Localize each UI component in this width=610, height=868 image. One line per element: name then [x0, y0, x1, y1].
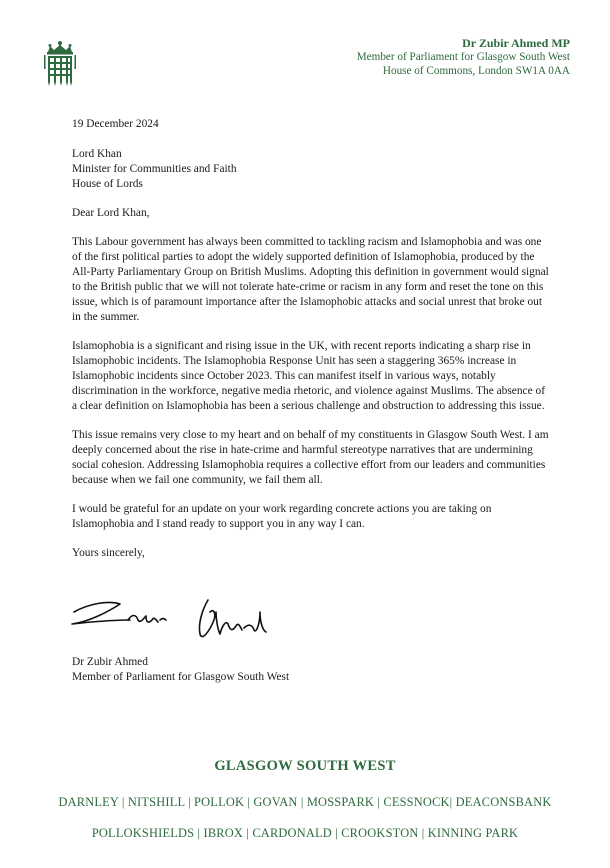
portcullis-icon — [42, 40, 78, 88]
paragraph-2: Islamophobia is a significant and rising issue in the UK, with recent reports indicating a sharp rise in Islamophobic incidents. The Islamophobia Response Unit has seen a staggering 365% increase in Islamophobic incidents since October 2023. This can manifest itself in various ways, notably discrimination in the workforce, negative media rhetoric, and violence against Muslims. The absence of a clear definition on Islamophobia has been a serious challenge and obstruction to addressing this issue. — [72, 340, 545, 412]
signoff-block — [72, 655, 289, 685]
sender-role: Member of Parliament for Glasgow South West — [356, 51, 570, 63]
footer-constituency: GLASGOW SOUTH WEST — [214, 758, 396, 774]
letter-body — [72, 117, 552, 561]
paragraph-4: I would be grateful for an update on your work regarding concrete actions you are taking on Islamophobia and I stand ready to support you in any way I can. — [72, 503, 492, 530]
signoff-name: Dr Zubir Ahmed — [72, 656, 148, 668]
footer-areas-line-1: DARNLEY | NITSHILL | POLLOK | GOVAN | MOSSPARK | CESSNOCK| DEACONSBANK — [58, 795, 552, 809]
recipient-title: Minister for Communities and Faith — [72, 163, 237, 175]
recipient-block — [72, 147, 552, 192]
recipient-org: House of Lords — [72, 178, 143, 190]
letter-date: 19 December 2024 — [72, 118, 159, 130]
handwritten-signature — [68, 590, 278, 650]
closing: Yours sincerely, — [72, 547, 145, 559]
footer-areas-line-2: POLLOKSHIELDS | IBROX | CARDONALD | CROOKSTON | KINNING PARK — [91, 826, 519, 840]
sender-address: House of Commons, London SW1A 0AA — [382, 65, 570, 77]
paragraph-3: This issue remains very close to my heart and on behalf of my constituents in Glasgow South West. I am deeply concerned about the rise in hate-crime and harmful stereotype narratives that are undermining social cohesion. Addressing Islamophobia requires a collective effort from our leaders and communities because when we fail one community, we fail them all. — [72, 429, 549, 486]
paragraph-1: This Labour government has always been committed to tackling racism and Islamophobia and was one of the first political parties to adopt the widely supported definition of Islamophobia, produced by the All-Party Parliamentary Group on British Muslims. Adopting this definition in government would signal to the British public that we will not tolerate hate-crime or racism in any form and reset the tone on this issue, which is of paramount importance after the Islamophobic attacks and social unrest that broke out in the summer. — [72, 236, 549, 323]
sender-name: Dr Zubir Ahmed MP — [462, 36, 570, 50]
sender-block — [357, 36, 570, 78]
salutation: Dear Lord Khan, — [72, 207, 150, 219]
signoff-role: Member of Parliament for Glasgow South West — [72, 671, 290, 683]
recipient-name: Lord Khan — [72, 148, 122, 160]
